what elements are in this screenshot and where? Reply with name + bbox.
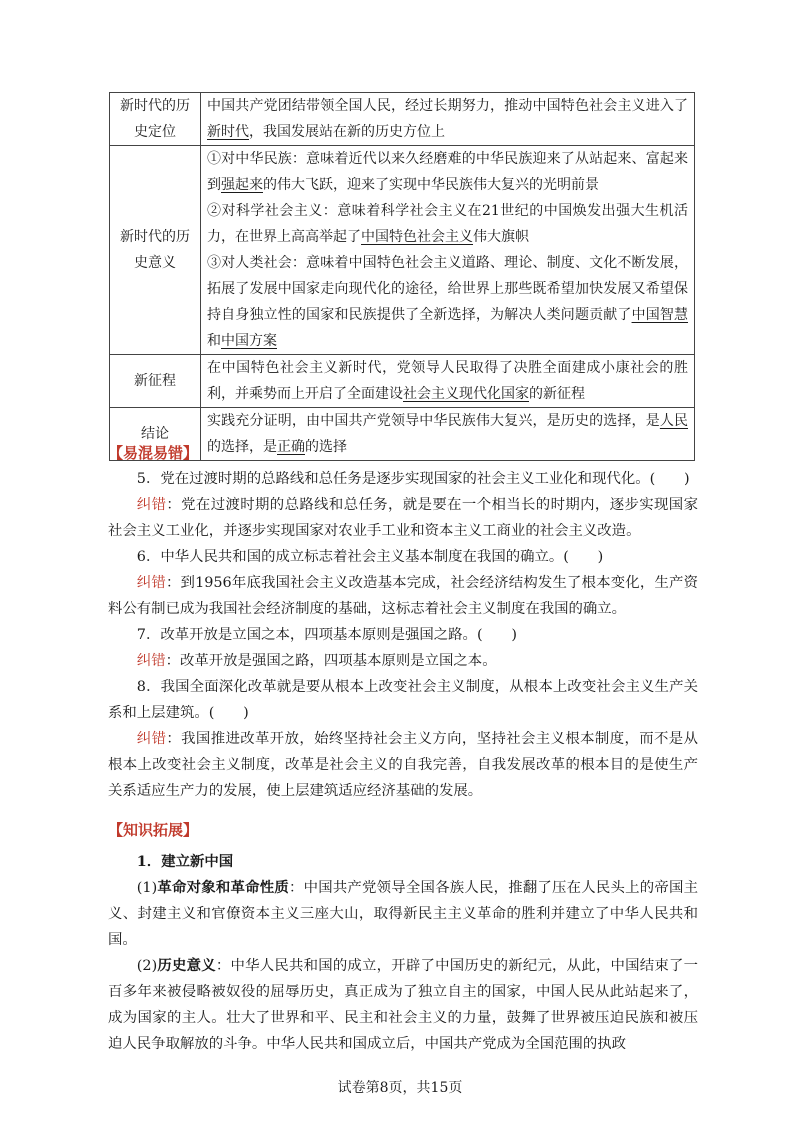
content-line (207, 146, 688, 198)
question-item: 6．中华人民共和国的成立标志着社会主义基本制度在我国的确立。( ) (136, 549, 604, 565)
question-item: 8．我国全面深化改革就是要从根本上改变社会主义制度，从根本上改变社会主义生产关系和上层建筑。( ) (108, 679, 698, 721)
correction-text: ：到1956年底我国社会主义改造基本完成，社会经济结构发生了根本变化，生产资料公有制已成为我国社会经济制度的基础，这标志着社会主义制度在我国的确立。 (108, 575, 698, 617)
paragraph-keyword: 历史意义 (157, 957, 216, 974)
content-line (207, 250, 688, 354)
underlined-keyword: 强起来 (221, 177, 263, 193)
content-line (207, 198, 688, 250)
correction-label: 纠错 (136, 497, 167, 513)
question-item: 7．改革开放是立国之本，四项基本原则是强国之路。( ) (136, 627, 517, 643)
correction-item (108, 648, 698, 674)
paragraph-keyword: 革命对象和革命性质 (157, 879, 289, 896)
correction-item (108, 726, 698, 804)
row-content (201, 93, 695, 146)
text-segment: 的选择 (305, 439, 347, 455)
correction-label: 纠错 (136, 575, 166, 591)
text-segment: 中国共产党团结带领全国人民，经过长期努力，推动中国特色社会主义进入了 (207, 98, 688, 114)
paragraph-text: ：中国共产党领导全国各族人民，推翻了压在人民头上的帝国主义、封建主义和官僚资本主义三座大山，取得新民主主义革命的胜利并建立了中华人民共和国。 (108, 880, 698, 948)
extension-paragraph (108, 875, 698, 953)
summary-table (109, 92, 695, 461)
row-label: 结论 (110, 408, 201, 461)
text-segment: 实践充分证明，由中国共产党领导中华民族伟大复兴，是历史的选择，是 (207, 413, 660, 429)
text-segment: 在中国特色社会主义新时代，党领导人民取得了决胜全面建成小康社会的胜利，并乘势而上开启了全面建设 (207, 360, 688, 402)
underlined-keyword: 社会主义现代化国家 (403, 386, 529, 402)
section-title-confusion: 【易混易错】 (108, 444, 199, 462)
paragraph-number: (2) (136, 958, 158, 974)
text-segment: ②对科学社会主义：意味着科学社会主义在21世纪的中国焕发出强大生机活力，在世界上高高举起了 (207, 203, 688, 245)
text-segment: 的选择，是 (207, 439, 277, 455)
row-label: 新时代的历史意义 (110, 146, 201, 355)
correction-item (108, 570, 698, 622)
text-segment: ①对中华民族：意味着近代以来久经磨难的中华民族迎来了从站起来、富起来到 (207, 151, 688, 193)
underlined-keyword: 中国方案 (221, 333, 277, 349)
paragraph-text: ：中华人民共和国的成立，开辟了中国历史的新纪元，从此，中国结束了一百多年来被侵略被奴役的屈辱历史，真正成为了独立自主的国家，中国人民从此站起来了，成为国家的主人。壮大了世界和平、民主和社会主义的力量，鼓舞了世界被压迫民族和被压迫人民争取解放的斗争。中华人民共和国成立后，中国共产党成为全国范围的执政 (108, 958, 698, 1052)
section-title-extension: 【知识拓展】 (108, 821, 199, 839)
row-content (201, 355, 695, 408)
subheading-new-china: 1．建立新中国 (136, 853, 234, 870)
text-segment: ③对人类社会：意味着中国特色社会主义道路、理论、制度、文化不断发展，拓展了发展中国家走向现代化的途径，给世界上那些既希望加快发展又希望保持自身独立性的国家和民族提供了全新选择，为解决人类问题贡献了 (207, 255, 688, 323)
underlined-keyword: 中国智慧 (631, 307, 689, 323)
text-segment: 伟大旗帜 (473, 229, 529, 245)
text-segment: 的伟大飞跃，迎来了实现中华民族伟大复兴的光明前景 (263, 177, 599, 193)
correction-text: ：改革开放是强国之路，四项基本原则是立国之本。 (165, 653, 497, 669)
row-content (201, 146, 695, 355)
table-row (110, 93, 695, 146)
correction-label: 纠错 (136, 731, 167, 747)
correction-item (108, 492, 698, 544)
section-confusion (108, 440, 698, 804)
underlined-keyword: 新时代 (207, 124, 249, 140)
underlined-keyword: 人民 (659, 413, 689, 429)
underlined-keyword: 正确 (277, 439, 305, 455)
text-segment: ，我国发展站在新的历史方位上 (249, 124, 445, 140)
table-row (110, 146, 695, 355)
extension-paragraph (108, 953, 698, 1057)
correction-text: ：党在过渡时期的总路线和总任务，就是要在一个相当长的时期内，逐步实现国家社会主义工业化，并逐步实现国家对农业手工业和资本主义工商业的社会主义改造。 (108, 497, 698, 539)
page-footer: 试卷第8页，共15页 (337, 1080, 463, 1096)
text-segment: 的新征程 (529, 386, 585, 402)
correction-text: ：我国推进改革开放，始终坚持社会主义方向，坚持社会主义根本制度，而不是从根本上改变社会主义制度，改革是社会主义的自我完善，自我发展改革的根本目的是使生产关系适应生产力的发展，使上层建筑适应经济基础的发展。 (108, 731, 698, 799)
paragraph-number: (1) (136, 880, 158, 896)
table-row (110, 355, 695, 408)
section-extension (108, 817, 698, 1057)
row-label: 新征程 (110, 355, 201, 408)
underlined-keyword: 中国特色社会主义 (361, 229, 473, 245)
correction-label: 纠错 (136, 653, 166, 669)
row-label: 新时代的历史定位 (110, 93, 201, 146)
question-item: 5．党在过渡时期的总路线和总任务是逐步实现国家的社会主义工业化和现代化。( ) (136, 471, 690, 487)
text-segment: 和 (207, 333, 221, 349)
